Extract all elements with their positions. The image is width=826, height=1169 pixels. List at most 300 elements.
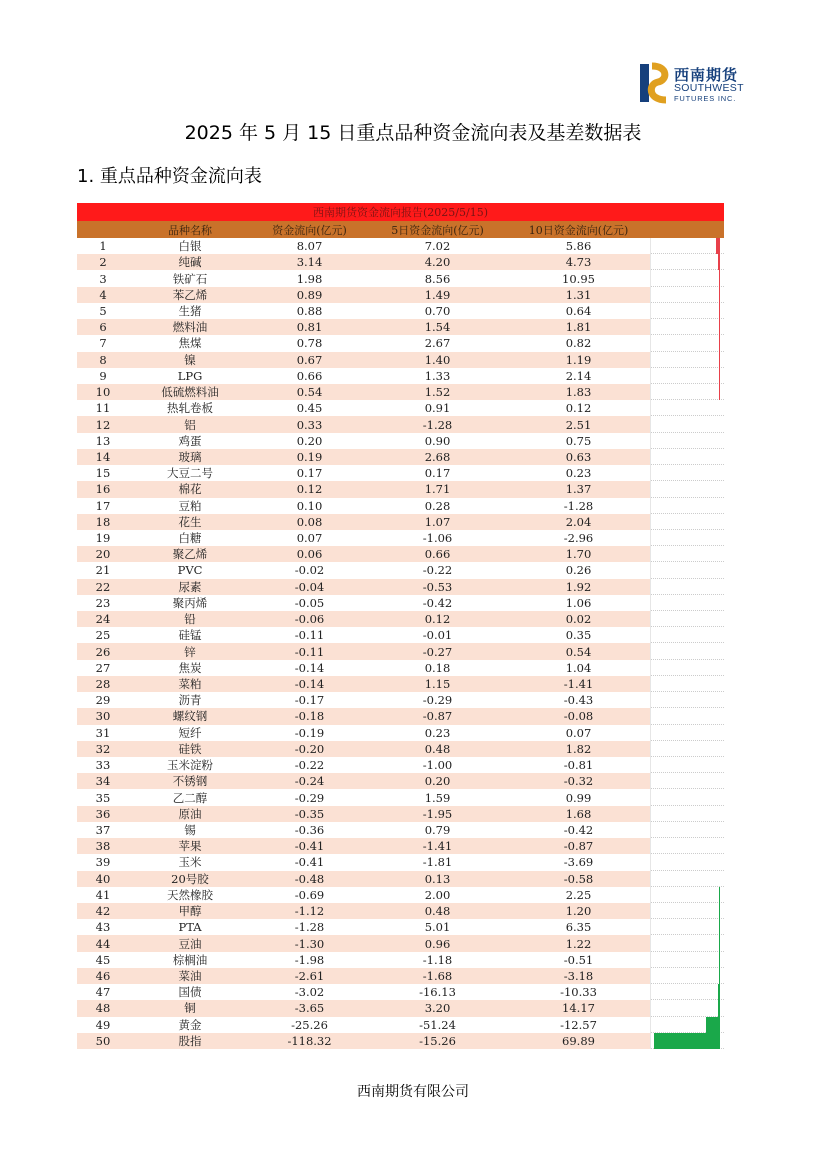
row-name: 焦煤 xyxy=(178,336,202,351)
row-flow-5d: 1.07 xyxy=(424,514,451,529)
row-databar-cell xyxy=(650,303,724,319)
row-databar xyxy=(719,952,721,968)
row-name: 大豆二号 xyxy=(167,466,213,481)
row-name: 热轧卷板 xyxy=(167,401,213,416)
table-row xyxy=(77,481,724,497)
row-name: 国债 xyxy=(178,985,202,1000)
row-index: 16 xyxy=(95,482,111,497)
row-index: 27 xyxy=(95,660,111,675)
row-flow: 0.12 xyxy=(296,482,323,497)
row-databar-cell xyxy=(650,481,724,497)
row-flow-10d: 0.12 xyxy=(565,401,592,416)
logo-mark-icon xyxy=(640,60,670,106)
row-databar xyxy=(719,368,721,384)
logo-text-cn: 西南期货 xyxy=(674,66,739,84)
row-flow-5d: -1.81 xyxy=(422,855,453,870)
row-flow-10d: -10.33 xyxy=(560,985,597,1000)
row-flow: -25.26 xyxy=(291,1017,328,1032)
row-flow-5d: 4.20 xyxy=(424,255,451,270)
row-flow-5d: 0.17 xyxy=(424,466,451,481)
header-name: 品种名称 xyxy=(168,223,212,237)
row-flow: -0.11 xyxy=(294,644,325,659)
row-flow-10d: 1.20 xyxy=(565,904,592,919)
row-flow: -0.48 xyxy=(294,871,325,886)
row-index: 7 xyxy=(99,336,107,351)
row-databar xyxy=(719,319,721,335)
row-index: 41 xyxy=(95,887,111,902)
row-flow-5d: -1.18 xyxy=(422,952,453,967)
row-flow-5d: -15.26 xyxy=(419,1033,456,1048)
row-databar-cell xyxy=(650,919,724,935)
row-flow-5d: 0.70 xyxy=(424,303,451,318)
row-flow: 0.54 xyxy=(296,385,323,400)
row-flow: 0.17 xyxy=(296,466,323,481)
row-flow-10d: -0.58 xyxy=(563,871,594,886)
section-heading: 1. 重点品种资金流向表 xyxy=(77,166,262,187)
row-databar-cell xyxy=(650,238,724,254)
table-row xyxy=(77,1033,724,1049)
row-databar-cell xyxy=(650,368,724,384)
footer-company-name: 西南期货有限公司 xyxy=(357,1084,469,1100)
row-flow-10d: 1.83 xyxy=(565,385,592,400)
row-databar xyxy=(716,238,721,254)
row-flow: 0.06 xyxy=(296,547,323,562)
row-flow-10d: 14.17 xyxy=(562,1001,595,1016)
row-flow-5d: 7.02 xyxy=(424,239,451,254)
row-name: 白银 xyxy=(178,239,202,254)
row-flow-5d: 1.49 xyxy=(424,287,451,302)
row-databar xyxy=(719,919,721,935)
row-flow-10d: -0.81 xyxy=(563,758,594,773)
row-databar-cell xyxy=(650,660,724,676)
row-flow-10d: -0.42 xyxy=(563,822,594,837)
row-index: 29 xyxy=(95,693,111,708)
row-flow: 0.08 xyxy=(296,514,323,529)
row-name: 不锈钢 xyxy=(172,774,208,789)
row-databar-cell xyxy=(650,287,724,303)
row-flow: 0.66 xyxy=(296,368,323,383)
row-name: 铜 xyxy=(184,1001,196,1016)
table-row xyxy=(77,643,724,659)
row-flow-10d: -0.51 xyxy=(563,952,594,967)
row-flow: -0.04 xyxy=(294,579,325,594)
row-flow-5d: 0.79 xyxy=(424,822,451,837)
table-row xyxy=(77,984,724,1000)
row-name: 玉米淀粉 xyxy=(167,758,213,773)
row-databar-cell xyxy=(650,725,724,741)
row-flow-10d: 1.82 xyxy=(565,741,592,756)
row-flow: -0.11 xyxy=(294,628,325,643)
table-row xyxy=(77,433,724,449)
row-flow: 0.19 xyxy=(296,449,323,464)
row-flow-10d: 2.25 xyxy=(565,887,592,902)
row-databar xyxy=(719,352,721,368)
row-flow-5d: 8.56 xyxy=(424,271,451,286)
row-flow: -0.14 xyxy=(294,660,325,675)
row-flow-5d: -0.87 xyxy=(422,709,453,724)
row-name: 铝 xyxy=(184,417,196,432)
row-databar-cell xyxy=(650,400,724,416)
row-flow-10d: 2.14 xyxy=(565,368,592,383)
row-flow: -3.65 xyxy=(294,1001,325,1016)
row-databar-cell xyxy=(650,465,724,481)
row-flow-5d: 0.48 xyxy=(424,904,451,919)
row-flow: -0.41 xyxy=(294,839,325,854)
row-flow: -1.12 xyxy=(294,904,325,919)
row-name: PVC xyxy=(177,563,203,578)
row-flow-5d: -16.13 xyxy=(419,985,456,1000)
row-flow-10d: 0.82 xyxy=(565,336,592,351)
row-index: 36 xyxy=(95,806,111,821)
row-flow-5d: 2.00 xyxy=(424,887,451,902)
row-name: 焦炭 xyxy=(178,660,202,675)
header-flow-10d: 10日资金流向(亿元) xyxy=(528,223,629,237)
row-flow: -0.05 xyxy=(294,595,325,610)
row-databar-cell xyxy=(650,449,724,465)
row-databar xyxy=(718,254,720,270)
table-row xyxy=(77,303,724,319)
row-flow-5d: -51.24 xyxy=(419,1017,456,1032)
row-name: 玻璃 xyxy=(178,449,202,464)
row-name: 聚乙烯 xyxy=(172,547,208,562)
row-index: 24 xyxy=(95,612,111,627)
row-name: 尿素 xyxy=(178,579,202,594)
page-title: 2025 年 5 月 15 日重点品种资金流向表及基差数据表 xyxy=(184,122,642,144)
row-flow-10d: -12.57 xyxy=(560,1017,597,1032)
row-index: 39 xyxy=(95,855,111,870)
row-flow: -1.98 xyxy=(294,952,325,967)
row-name: 铅 xyxy=(184,612,196,627)
row-flow: -0.02 xyxy=(294,563,325,578)
row-databar-cell xyxy=(650,692,724,708)
row-index: 33 xyxy=(95,758,111,773)
table-row xyxy=(77,806,724,822)
row-databar-cell xyxy=(650,741,724,757)
row-flow-10d: 0.99 xyxy=(565,790,592,805)
row-flow-10d: 1.68 xyxy=(565,806,592,821)
row-flow-10d: 1.04 xyxy=(565,660,592,675)
row-index: 50 xyxy=(95,1033,111,1048)
row-name: 菜粕 xyxy=(178,677,202,692)
row-index: 9 xyxy=(99,368,107,383)
row-databar-cell xyxy=(650,595,724,611)
row-flow-5d: 2.67 xyxy=(424,336,451,351)
row-flow: -0.35 xyxy=(294,806,325,821)
table-row xyxy=(77,952,724,968)
row-name: 铁矿石 xyxy=(172,271,208,286)
row-flow: -0.20 xyxy=(294,741,325,756)
row-databar-cell xyxy=(650,384,724,400)
row-databar-cell xyxy=(650,498,724,514)
row-databar xyxy=(719,968,721,984)
row-name: 原油 xyxy=(178,806,202,821)
row-flow-10d: 1.19 xyxy=(565,352,592,367)
row-flow-5d: 1.15 xyxy=(424,677,451,692)
row-databar-cell xyxy=(650,270,724,286)
row-name: 玉米 xyxy=(178,855,202,870)
row-flow: -0.22 xyxy=(294,758,325,773)
row-flow-5d: 5.01 xyxy=(424,920,451,935)
row-name: PTA xyxy=(178,920,202,935)
row-databar-cell xyxy=(650,514,724,530)
row-databar-cell xyxy=(650,806,724,822)
row-flow-10d: -1.28 xyxy=(563,498,594,513)
row-databar-cell xyxy=(650,579,724,595)
row-flow-5d: -0.01 xyxy=(422,628,453,643)
row-name: 豆粕 xyxy=(178,498,202,513)
row-flow-10d: 0.54 xyxy=(565,644,592,659)
row-flow-10d: -0.32 xyxy=(563,774,594,789)
row-databar xyxy=(718,984,720,1000)
row-index: 25 xyxy=(95,628,111,643)
row-index: 44 xyxy=(95,936,111,951)
row-flow: 0.33 xyxy=(296,417,323,432)
row-name: 棕榈油 xyxy=(172,952,208,967)
row-databar xyxy=(719,270,721,286)
row-flow-10d: 0.35 xyxy=(565,628,592,643)
table-row xyxy=(77,968,724,984)
row-index: 15 xyxy=(95,466,111,481)
row-flow-10d: 6.35 xyxy=(565,920,592,935)
header-flow: 资金流向(亿元) xyxy=(272,223,347,237)
row-databar-cell xyxy=(650,708,724,724)
row-flow-10d: 0.07 xyxy=(565,725,592,740)
row-flow: -0.14 xyxy=(294,677,325,692)
row-flow-5d: 3.20 xyxy=(424,1001,451,1016)
table-body xyxy=(77,238,724,1049)
row-name: 硅铁 xyxy=(178,741,202,756)
row-name: LPG xyxy=(177,368,203,383)
table-row xyxy=(77,449,724,465)
row-flow-10d: 2.04 xyxy=(565,514,592,529)
row-name: 硅锰 xyxy=(178,628,202,643)
row-flow: 3.14 xyxy=(296,255,323,270)
table-row xyxy=(77,368,724,384)
row-flow-10d: 0.23 xyxy=(565,466,592,481)
table-row xyxy=(77,579,724,595)
row-name: 生猪 xyxy=(178,303,202,318)
row-flow-5d: -0.53 xyxy=(422,579,453,594)
row-name: 锡 xyxy=(184,822,196,837)
row-flow-5d: 1.59 xyxy=(424,790,451,805)
row-index: 5 xyxy=(99,303,107,318)
row-name: 聚丙烯 xyxy=(172,595,208,610)
row-name: 20号胶 xyxy=(171,871,209,886)
row-flow: -2.61 xyxy=(294,968,325,983)
row-index: 31 xyxy=(95,725,111,740)
row-flow-5d: 2.68 xyxy=(424,449,451,464)
table-row xyxy=(77,546,724,562)
table-row xyxy=(77,270,724,286)
row-flow-10d: 0.26 xyxy=(565,563,592,578)
table-row xyxy=(77,416,724,432)
row-databar-cell xyxy=(650,935,724,951)
row-databar-cell xyxy=(650,416,724,432)
table-banner: 西南期货资金流向报告(2025/5/15) xyxy=(77,203,724,221)
table-row xyxy=(77,611,724,627)
row-flow: 0.07 xyxy=(296,531,323,546)
row-flow-5d: 0.28 xyxy=(424,498,451,513)
row-databar-cell xyxy=(650,433,724,449)
row-index: 26 xyxy=(95,644,111,659)
row-index: 48 xyxy=(95,1001,111,1016)
row-flow-10d: 1.81 xyxy=(565,320,592,335)
row-flow-5d: -1.28 xyxy=(422,417,453,432)
table-row xyxy=(77,725,724,741)
row-flow: -0.36 xyxy=(294,822,325,837)
table-row xyxy=(77,465,724,481)
row-index: 37 xyxy=(95,822,111,837)
row-flow-5d: -1.68 xyxy=(422,968,453,983)
row-flow: -0.29 xyxy=(294,790,325,805)
row-flow-10d: -3.18 xyxy=(563,968,594,983)
table-row xyxy=(77,692,724,708)
table-row xyxy=(77,352,724,368)
row-flow-10d: 1.70 xyxy=(565,547,592,562)
table-row xyxy=(77,757,724,773)
header-flow-5d: 5日资金流向(亿元) xyxy=(391,223,484,237)
row-index: 2 xyxy=(99,255,107,270)
row-index: 46 xyxy=(95,968,111,983)
table-row xyxy=(77,741,724,757)
logo-text-en-sub: FUTURES INC. xyxy=(674,94,737,103)
row-flow: 0.67 xyxy=(296,352,323,367)
table-row xyxy=(77,789,724,805)
table-row xyxy=(77,319,724,335)
row-flow-10d: 69.89 xyxy=(562,1033,595,1048)
row-databar-cell xyxy=(650,627,724,643)
table-row xyxy=(77,887,724,903)
row-flow: -0.24 xyxy=(294,774,325,789)
row-databar-cell xyxy=(650,968,724,984)
row-name: 甲醇 xyxy=(178,904,202,919)
row-flow-10d: 10.95 xyxy=(562,271,595,286)
row-index: 47 xyxy=(95,985,111,1000)
row-name: 乙二醇 xyxy=(172,790,208,805)
row-databar-cell xyxy=(650,903,724,919)
fund-flow-table xyxy=(77,203,724,1049)
row-databar-cell xyxy=(650,546,724,562)
row-flow-5d: 0.96 xyxy=(424,936,451,951)
row-index: 17 xyxy=(95,498,111,513)
row-databar-cell xyxy=(650,773,724,789)
row-flow-5d: 0.48 xyxy=(424,741,451,756)
row-index: 19 xyxy=(95,531,111,546)
row-flow: 1.98 xyxy=(296,271,323,286)
row-flow: -3.02 xyxy=(294,985,325,1000)
row-name: 天然橡胶 xyxy=(167,887,213,902)
table-row xyxy=(77,854,724,870)
row-index: 22 xyxy=(95,579,111,594)
row-flow: 0.10 xyxy=(296,498,323,513)
row-name: 白糖 xyxy=(178,531,202,546)
row-flow-10d: 1.22 xyxy=(565,936,592,951)
row-index: 10 xyxy=(95,385,111,400)
table-row xyxy=(77,530,724,546)
row-flow-5d: 0.18 xyxy=(424,660,451,675)
row-databar xyxy=(719,335,721,351)
row-index: 12 xyxy=(95,417,111,432)
row-flow-10d: 1.37 xyxy=(565,482,592,497)
row-flow: -0.19 xyxy=(294,725,325,740)
row-flow: 8.07 xyxy=(296,239,323,254)
row-flow: 0.45 xyxy=(296,401,323,416)
row-databar xyxy=(719,903,721,919)
row-databar-cell xyxy=(650,984,724,1000)
table-row xyxy=(77,238,724,254)
table-row xyxy=(77,627,724,643)
table-row xyxy=(77,676,724,692)
row-index: 1 xyxy=(99,239,107,254)
company-logo xyxy=(640,60,752,110)
table-row xyxy=(77,1017,724,1033)
row-flow-10d: 0.75 xyxy=(565,433,592,448)
row-flow: -0.17 xyxy=(294,693,325,708)
row-flow-10d: -0.08 xyxy=(563,709,594,724)
row-databar xyxy=(719,887,721,903)
row-index: 35 xyxy=(95,790,111,805)
row-flow-5d: 0.13 xyxy=(424,871,451,886)
row-flow-5d: -1.06 xyxy=(422,531,453,546)
table-row xyxy=(77,838,724,854)
row-index: 43 xyxy=(95,920,111,935)
row-flow-5d: -1.00 xyxy=(422,758,453,773)
row-databar-cell xyxy=(650,643,724,659)
row-databar xyxy=(719,935,721,951)
row-flow-5d: 1.40 xyxy=(424,352,451,367)
row-index: 32 xyxy=(95,741,111,756)
row-flow: -1.30 xyxy=(294,936,325,951)
row-name: 黄金 xyxy=(178,1017,202,1032)
row-name: 短纤 xyxy=(178,725,202,740)
row-index: 18 xyxy=(95,514,111,529)
row-name: 豆油 xyxy=(178,936,202,951)
row-flow-10d: 5.86 xyxy=(565,239,592,254)
row-flow: 0.81 xyxy=(296,320,323,335)
table-row xyxy=(77,660,724,676)
row-name: 花生 xyxy=(178,514,202,529)
row-name: 棉花 xyxy=(178,482,202,497)
row-flow-5d: 0.90 xyxy=(424,433,451,448)
row-flow: -118.32 xyxy=(287,1033,332,1048)
row-databar-cell xyxy=(650,319,724,335)
row-flow-10d: 1.92 xyxy=(565,579,592,594)
table-row xyxy=(77,254,724,270)
row-name: 鸡蛋 xyxy=(178,433,202,448)
row-databar-cell xyxy=(650,887,724,903)
row-name: 燃料油 xyxy=(172,320,208,335)
row-flow: -0.06 xyxy=(294,612,325,627)
row-flow-5d: -0.42 xyxy=(422,595,453,610)
row-databar-cell xyxy=(650,838,724,854)
table-row xyxy=(77,595,724,611)
header-bar-column xyxy=(650,221,724,238)
row-flow-10d: -2.96 xyxy=(563,531,594,546)
row-databar xyxy=(719,384,721,400)
row-flow: 0.78 xyxy=(296,336,323,351)
row-databar xyxy=(719,287,721,303)
row-index: 49 xyxy=(95,1017,111,1032)
table-row xyxy=(77,335,724,351)
row-flow-5d: 1.54 xyxy=(424,320,451,335)
row-flow-5d: 0.12 xyxy=(424,612,451,627)
row-index: 38 xyxy=(95,839,111,854)
row-databar-cell xyxy=(650,676,724,692)
table-row xyxy=(77,871,724,887)
row-flow: -0.41 xyxy=(294,855,325,870)
row-name: 沥青 xyxy=(178,693,202,708)
row-flow-10d: 4.73 xyxy=(565,255,592,270)
